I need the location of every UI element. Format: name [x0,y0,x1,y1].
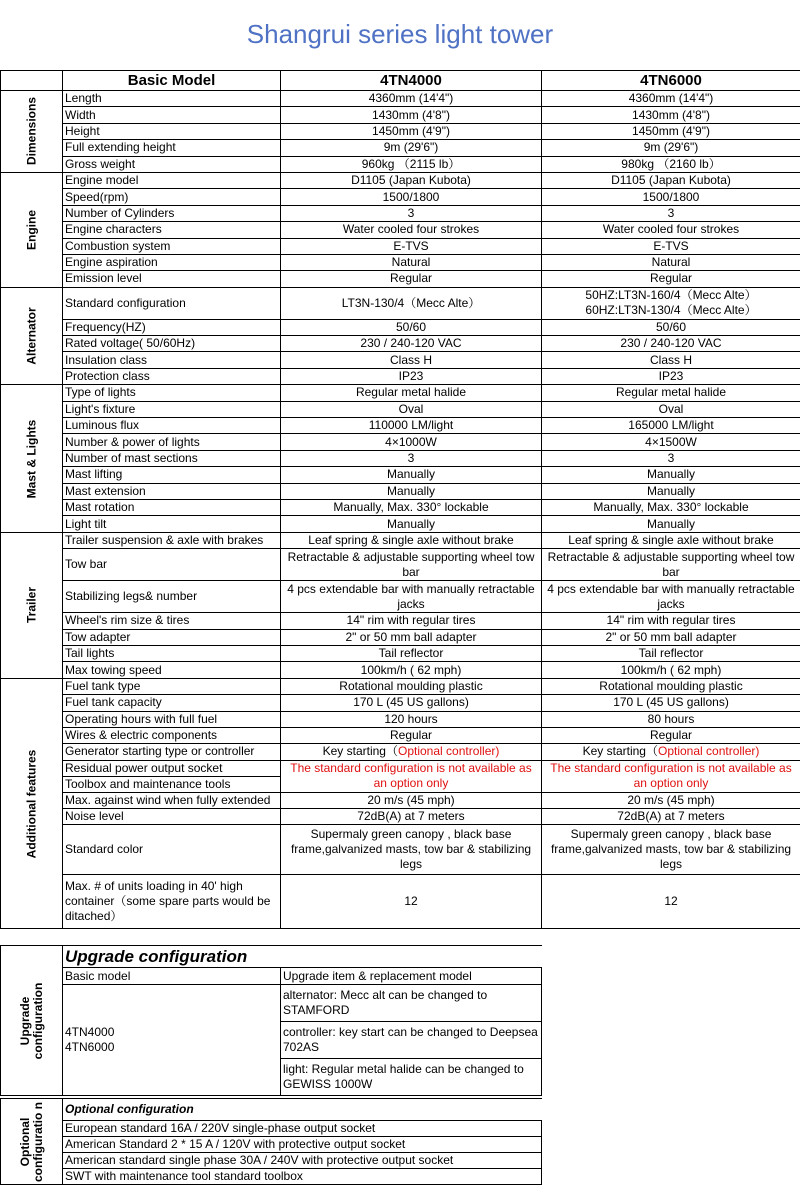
spec-value-4tn6000: 80 hours [542,711,800,727]
spec-row [1,140,800,156]
spec-row [1,368,800,384]
header-basic-model: Basic Model [63,71,281,91]
category-label: Additional features [1,678,63,929]
spec-label: Luminous flux [63,418,281,434]
spec-row [1,532,800,548]
spec-label: Rated voltage( 50/60Hz) [63,336,281,352]
spec-row [1,499,800,515]
spec-value-4tn4000: Regular [281,727,542,743]
spec-value-4tn6000: The standard configuration is not available as an option only [542,760,800,792]
spec-row [1,418,800,434]
spec-row [1,809,800,825]
spec-value-4tn4000: Regular [281,271,542,287]
spec-label: Generator starting type or controller [63,744,281,760]
upgrade-item-alternator: alternator: Mecc alt can be changed to STAMFORD [281,985,542,1022]
spec-value-4tn6000: Supermaly green canopy , black base frame,galvanized masts, tow bar & stabilizing legs [542,825,800,875]
spec-label: Standard configuration [63,287,281,319]
spec-label: Gross weight [63,156,281,172]
optional-blank [542,1099,800,1121]
spec-row [1,792,800,808]
spec-label: Combustion system [63,238,281,254]
spec-value-4tn4000: The standard configuration is not available as an option only [281,760,542,792]
spec-value-4tn4000: Manually [281,467,542,483]
page-title: Shangrui series light tower [246,19,554,49]
spec-value-4tn6000: 12 [542,875,800,929]
upgrade-table [0,945,800,1096]
spec-label: Insulation class [63,352,281,368]
spec-row [1,581,800,613]
spec-row [1,385,800,401]
spec-value-4tn4000: Water cooled four strokes [281,222,542,238]
spec-row [1,645,800,661]
spec-value-4tn6000: 1430mm (4'8") [542,107,800,123]
category-label: Trailer [1,532,63,678]
spec-label: Stabilizing legs& number [63,581,281,613]
category-label: Engine [1,172,63,287]
spec-value-4tn4000: D1105 (Japan Kubota) [281,172,542,188]
spec-value-4tn4000: 1430mm (4'8") [281,107,542,123]
spec-value-4tn4000: 14" rim with regular tires [281,613,542,629]
spec-value-4tn4000: 110000 LM/light [281,418,542,434]
spec-row [1,695,800,711]
spec-value-4tn4000: 170 L (45 US gallons) [281,695,542,711]
spec-value-4tn4000: 9m (29'6") [281,140,542,156]
spec-label: Engine aspiration [63,254,281,270]
spec-label: Max. # of units loading in 40' high container（some spare parts would be ditached） [63,875,281,929]
spec-label: Width [63,107,281,123]
spec-value-4tn6000: 170 L (45 US gallons) [542,695,800,711]
spec-value-4tn4000: IP23 [281,368,542,384]
spec-row [1,287,800,319]
spec-value-4tn6000: 4 pcs extendable bar with manually retractable jacks [542,581,800,613]
upgrade-side-label: Upgrade configuration [1,946,63,1096]
spec-row [1,825,800,875]
spec-value-4tn6000: IP23 [542,368,800,384]
spec-value-4tn4000: 4 pcs extendable bar with manually retractable jacks [281,581,542,613]
header-row [1,71,800,91]
spec-value-4tn4000: Manually [281,516,542,532]
spec-value-4tn6000: 1450mm (4'9") [542,123,800,139]
spec-label: Number & power of lights [63,434,281,450]
spec-value-4tn4000: Leaf spring & single axle without brake [281,532,542,548]
spec-value-4tn4000: Natural [281,254,542,270]
spec-row [1,483,800,499]
spec-value-4tn6000: D1105 (Japan Kubota) [542,172,800,188]
spec-row [1,172,800,188]
spec-value-4tn6000: 50HZ:LT3N-160/4（Mecc Alte） 60HZ:LT3N-130/4（Mecc Alte） [542,287,800,319]
spec-label: Tow adapter [63,629,281,645]
spec-label: Wires & electric components [63,727,281,743]
header-model-b: 4TN6000 [542,71,800,91]
spec-label: Engine model [63,172,281,188]
spec-row [1,319,800,335]
spec-value-4tn6000: Oval [542,401,800,417]
upgrade-item-controller: controller: key start can be changed to Deepsea 702AS [281,1022,542,1059]
optional-title: Optional configuration [63,1099,542,1121]
spec-value-4tn6000: Manually [542,516,800,532]
upgrade-blank [542,946,800,968]
spec-value-4tn4000: 72dB(A) at 7 meters [281,809,542,825]
spec-row [1,336,800,352]
spec-value-4tn4000: LT3N-130/4（Mecc Alte） [281,287,542,319]
spec-value-4tn4000: Supermaly green canopy , black base frame,galvanized masts, tow bar & stabilizing legs [281,825,542,875]
spec-value-4tn6000 [542,744,800,760]
optional-blank-4 [542,1169,800,1185]
spec-value-4tn6000: 4×1500W [542,434,800,450]
spec-label: Operating hours with full fuel [63,711,281,727]
spec-value-4tn4000: E-TVS [281,238,542,254]
spec-row [1,401,800,417]
spec-label: Light's fixture [63,401,281,417]
spec-value-4tn4000: Regular metal halide [281,385,542,401]
spec-row [1,254,800,270]
spec-value-4tn4000: Manually [281,483,542,499]
spec-label: Length [63,91,281,107]
optional-blank-1 [542,1121,800,1137]
spec-value-4tn4000: 2" or 50 mm ball adapter [281,629,542,645]
spec-value-4tn6000: Retractable & adjustable supporting wheel tow bar [542,549,800,581]
header-model-a: 4TN4000 [281,71,542,91]
spec-row [1,727,800,743]
spec-value-4tn6000: 72dB(A) at 7 meters [542,809,800,825]
spec-label: Full extending height [63,140,281,156]
spec-row [1,352,800,368]
optional-item: SWT with maintenance tool standard toolbox [63,1169,542,1185]
spec-value-4tn6000: 14" rim with regular tires [542,613,800,629]
upgrade-col-basic-model: Basic model [63,968,281,985]
spec-value-4tn4000: 960kg （2115 lb） [281,156,542,172]
spec-label: Type of lights [63,385,281,401]
spec-row [1,123,800,139]
optional-item: European standard 16A / 220V single-phase output socket [63,1121,542,1137]
upgrade-blank-5 [542,1059,800,1096]
spec-row [1,711,800,727]
category-label: Mast & Lights [1,385,63,533]
spec-value-4tn4000: Retractable & adjustable supporting wheel tow bar [281,549,542,581]
spec-row [1,107,800,123]
spec-label: Engine characters [63,222,281,238]
spec-row [1,516,800,532]
spec-value-4tn4000: 3 [281,450,542,466]
spec-value-4tn6000: Tail reflector [542,645,800,661]
spec-value-4tn4000: 3 [281,205,542,221]
optional-controller-note: Optional controller) [397,744,500,759]
spec-label: Mast lifting [63,467,281,483]
spec-row [1,91,800,107]
spec-label: Standard color [63,825,281,875]
spec-value-4tn4000: 20 m/s (45 mph) [281,792,542,808]
spec-row [1,613,800,629]
spec-value-4tn4000: Manually, Max. 330° lockable [281,499,542,515]
spec-value-4tn6000: Regular [542,271,800,287]
optional-item: American Standard 2 * 15 A / 120V with protective output socket [63,1137,542,1153]
spec-value-4tn4000: 1450mm (4'9") [281,123,542,139]
starting-type: Key starting（ [582,744,658,759]
spec-value-4tn6000: Manually [542,483,800,499]
spec-row [1,450,800,466]
spec-value-4tn4000: 1500/1800 [281,189,542,205]
spec-value-4tn6000: Regular [542,727,800,743]
spec-label: Tail lights [63,645,281,661]
spec-label: Mast rotation [63,499,281,515]
spec-row [1,629,800,645]
optional-side-label: Optional configuratio n [1,1099,63,1185]
spec-value-4tn4000: Class H [281,352,542,368]
spec-value-4tn4000: 4360mm (14'4") [281,91,542,107]
spec-row [1,434,800,450]
spec-label: Trailer suspension & axle with brakes [63,532,281,548]
upgrade-item-light: light: Regular metal halide can be changed to GEWISS 1000W [281,1059,542,1096]
spec-row [1,467,800,483]
category-label: Alternator [1,287,63,385]
spec-value-4tn6000: 3 [542,450,800,466]
spec-row [1,549,800,581]
spec-label: Wheel's rim size & tires [63,613,281,629]
upgrade-blank-2 [542,968,800,985]
spec-value-4tn6000: 100km/h ( 62 mph) [542,662,800,678]
spec-label: Mast extension [63,483,281,499]
spec-value-4tn4000: 230 / 240-120 VAC [281,336,542,352]
spec-row [1,271,800,287]
spec-label: Speed(rpm) [63,189,281,205]
spec-label: Max. against wind when fully extended [63,792,281,808]
starting-type: Key starting（ [322,744,398,759]
optional-blank-2 [542,1137,800,1153]
spec-label: Light tilt [63,516,281,532]
spec-row [1,205,800,221]
spec-value-4tn6000: Rotational moulding plastic [542,678,800,694]
spec-value-4tn6000: 980kg （2160 lb） [542,156,800,172]
spec-value-4tn4000: Oval [281,401,542,417]
spec-value-4tn4000: 4×1000W [281,434,542,450]
spec-value-4tn6000: 2" or 50 mm ball adapter [542,629,800,645]
spec-row [1,875,800,929]
spec-value-4tn6000: Natural [542,254,800,270]
spec-value-4tn6000: 9m (29'6") [542,140,800,156]
spec-label: Fuel tank capacity [63,695,281,711]
upgrade-col-item: Upgrade item & replacement model [281,968,542,985]
spec-value-4tn6000: Water cooled four strokes [542,222,800,238]
header-blank [1,71,63,91]
spec-value-4tn6000: 20 m/s (45 mph) [542,792,800,808]
spec-label: Tow bar [63,549,281,581]
spec-value-4tn6000: 1500/1800 [542,189,800,205]
category-label: Dimensions [1,91,63,173]
spec-value-4tn6000: Class H [542,352,800,368]
spec-value-4tn4000: Tail reflector [281,645,542,661]
spec-row [1,744,800,760]
spec-value-4tn6000: 230 / 240-120 VAC [542,336,800,352]
spec-label: Residual power output socket [63,760,281,776]
optional-blank-3 [542,1153,800,1169]
spec-row [1,678,800,694]
spec-value-4tn6000: 165000 LM/light [542,418,800,434]
upgrade-blank-3 [542,985,800,1022]
spec-value-4tn6000: Regular metal halide [542,385,800,401]
spec-label: Noise level [63,809,281,825]
spec-value-4tn4000 [281,744,542,760]
spec-label: Number of mast sections [63,450,281,466]
spec-label: Fuel tank type [63,678,281,694]
optional-item: American standard single phase 30A / 240V with protective output socket [63,1153,542,1169]
spec-label: Height [63,123,281,139]
optional-controller-note: Optional controller) [657,744,760,759]
spec-label: Frequency(HZ) [63,319,281,335]
spec-value-4tn4000: Rotational moulding plastic [281,678,542,694]
spec-value-4tn6000: Leaf spring & single axle without brake [542,532,800,548]
spec-value-4tn6000: 3 [542,205,800,221]
upgrade-blank-4 [542,1022,800,1059]
spec-label: Toolbox and maintenance tools [63,776,281,792]
spec-row [1,760,800,776]
spec-label: Emission level [63,271,281,287]
spec-value-4tn4000: 12 [281,875,542,929]
spec-value-4tn6000: 50/60 [542,319,800,335]
spec-value-4tn4000: 50/60 [281,319,542,335]
optional-table [0,1098,800,1185]
spec-value-4tn4000: 120 hours [281,711,542,727]
spec-row [1,662,800,678]
spec-label: Protection class [63,368,281,384]
spec-row [1,222,800,238]
spec-value-4tn6000: Manually, Max. 330° lockable [542,499,800,515]
upgrade-title: Upgrade configuration [63,946,542,968]
spec-value-4tn4000: 100km/h ( 62 mph) [281,662,542,678]
spec-row [1,156,800,172]
spec-value-4tn6000: E-TVS [542,238,800,254]
upgrade-models: 4TN4000 4TN6000 [63,985,281,1096]
spec-table [0,70,800,929]
spec-value-4tn6000: Manually [542,467,800,483]
spec-label: Number of Cylinders [63,205,281,221]
spec-row [1,189,800,205]
spec-label: Max towing speed [63,662,281,678]
spec-value-4tn6000: 4360mm (14'4") [542,91,800,107]
spec-row [1,238,800,254]
